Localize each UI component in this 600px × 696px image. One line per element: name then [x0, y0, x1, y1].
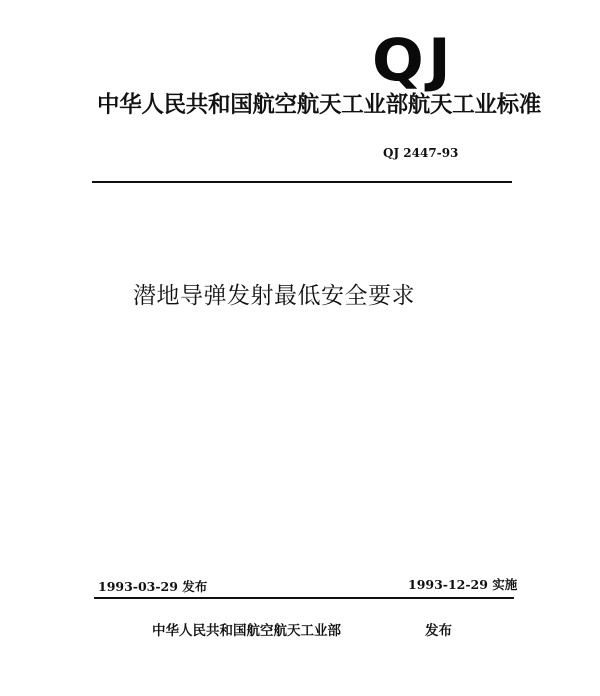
standard-code: QJ 2447-93 [383, 146, 459, 160]
publisher-name: 中华人民共和国航空航天工业部 [152, 623, 341, 639]
document-title: 潜地导弹发射最低安全要求 [133, 283, 415, 309]
footer-divider [94, 597, 514, 599]
standard-category-title: 中华人民共和国航空航天工业部航天工业标准 [97, 92, 542, 118]
effective-date: 1993-12-29 实施 [408, 577, 518, 592]
publish-label: 发布 [425, 623, 452, 639]
header-divider [92, 181, 512, 183]
issue-date: 1993-03-29 发布 [98, 579, 208, 594]
qj-logo: QJ [372, 26, 455, 94]
